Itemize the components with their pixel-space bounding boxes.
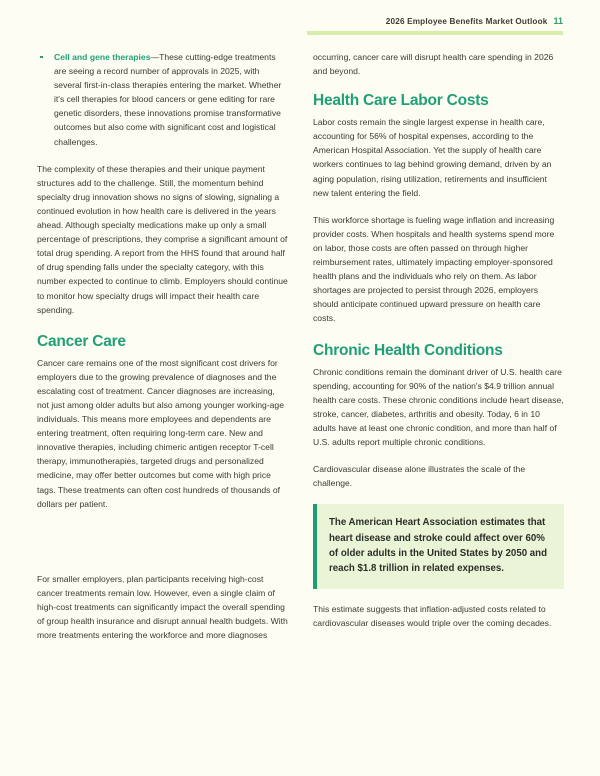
header-page-number: 11 — [553, 16, 563, 26]
left-paragraph-small-employers: For smaller employers, plan participants receiving high-cost cancer treatments remain low. However, even a single claim of high-cost treatments can significantly impact the overall spending of group health insurance and disrupt annual health budgets. With more treatments entering the workforce and more diagnoses — [37, 573, 288, 641]
left-column — [37, 50, 288, 642]
section-heading-health-care-labor-costs: Health Care Labor Costs — [313, 92, 489, 110]
header-divider-rule — [307, 31, 563, 35]
callout-box-american-heart-association — [313, 504, 564, 589]
right-column — [313, 50, 564, 642]
left-paragraph-cancer-care: Cancer care remains one of the most significant cost drivers for employers due to the growing prevalence of diagnoses and the escalating cost of treatment. Cancer diagnoses are increasing, not just among older adults but also among younger working-age individuals. This means more employees and dependents are entering treatment, often requiring long-term care. New and innovative therapies, including chimeric antigen receptor T-cell therapy, immunotherapies, targeted drugs and personalized medicine, may offer better outcomes but come with high price tags. These treatments can often cost hundreds of thousands of dollars per patient. — [37, 357, 284, 509]
column-spacer — [37, 524, 288, 572]
page-running-header — [0, 0, 600, 42]
right-paragraph-inflation-adjusted-costs: This estimate suggests that inflation-adjusted costs related to cardiovascular diseases would triple over the coming decades. — [313, 603, 552, 628]
header-title-row — [386, 16, 563, 26]
bullet-square-icon — [40, 56, 43, 59]
specialty-drug-bullet-list — [37, 50, 288, 149]
section-heading-cancer-care: Cancer Care — [37, 332, 126, 350]
right-paragraph-cardiovascular-intro: Cardiovascular disease alone illustrates the scale of the challenge. — [313, 464, 526, 489]
header-document-title: 2026 Employee Benefits Market Outlook — [385, 17, 548, 26]
bullet-body-text: —These cutting-edge treatments are seeing a record number of approvals in 2025, with several first-in-class therapies entering the market. Whether it's cell therapies for blood cancers or gene editing for rare genetic disorders, these innovations promise transformative outcomes but also come with significant cost and logistical challenges. — [54, 52, 282, 147]
left-paragraph-specialty-drugs: The complexity of these therapies and their unique payment structures add to the challenge. Still, the momentum behind specialty drug innovation shows no signs of slowing, signaling a continued evolution in how health care is delivered in the years ahead. Although specialty medications make up only a small percentage of prescriptions, they comprise a significant amount of total drug spending. A report from the HHS found that around half of drug spending falls under the specialty category, with this number expected to continue to climb. Employers should continue to monitor how specialty drugs will impact their health care spending. — [37, 163, 288, 315]
right-paragraph-labor-costs: Labor costs remain the single largest expense in health care, accounting for 56% of hospital expenses, according to the American Hospital Association. Yet the supply of health care workers continues to lag behind growing demand, driven by an aging population, rising utilization, retirements and insufficient new talent entering the field. — [313, 117, 552, 198]
right-paragraph-cancer-care-continued: occurring, cancer care will disrupt health care spending in 2026 and beyond. — [313, 52, 554, 77]
bullet-lead-in-label: Cell and gene therapies — [54, 52, 151, 62]
callout-text: The American Heart Association estimates that heart disease and stroke could affect over 60% of older adults in the United States by 2050 and reach $1.8 trillion in related expenses. — [329, 517, 548, 575]
page-body — [0, 50, 600, 642]
right-paragraph-chronic-conditions: Chronic conditions remain the dominant driver of U.S. health care spending, accounting for 90% of the nation's $4.9 trillion annual health care costs. These chronic conditions include heart disease, stroke, cancer, diabetes, arthritis and obesity. Today, 6 in 10 adults have at least one chronic condition, and more than half of U.S. adults report multiple chronic conditions. — [313, 366, 564, 447]
section-heading-chronic-health-conditions: Chronic Health Conditions — [313, 341, 503, 359]
right-paragraph-workforce-shortage: This workforce shortage is fueling wage inflation and increasing provider costs. When hospitals and health systems spend more on labor, those costs are often passed on through higher reimbursement rates, ultimately impacting employer-sponsored health plans and the individuals who rely on them. As labor shortages are projected to persist through 2026, employers should anticipate continued upward pressure on health care costs. — [313, 214, 555, 324]
list-item — [37, 50, 288, 149]
